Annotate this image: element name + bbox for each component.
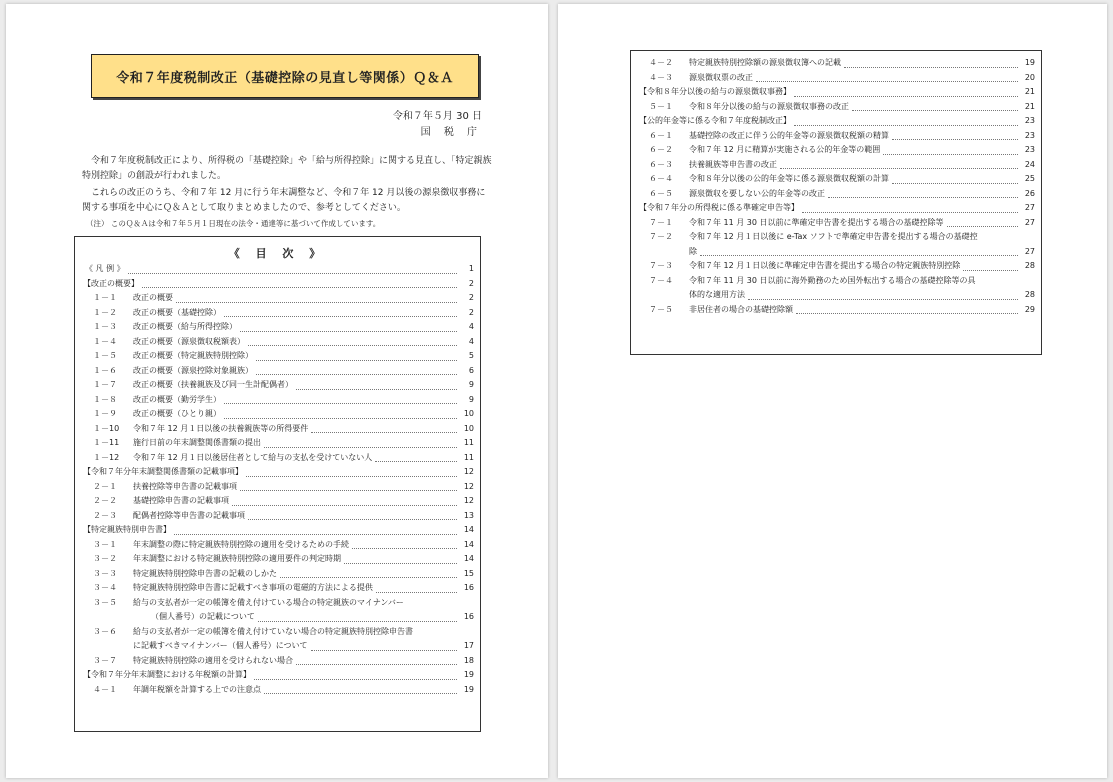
toc-page-number: 14: [463, 539, 474, 549]
toc-entry[interactable]: [83, 494, 474, 509]
toc-page-number: 23: [1024, 145, 1035, 154]
toc-entry[interactable]: [83, 610, 474, 625]
toc-entry-title: 扶養控除等申告書の記載事項: [133, 481, 237, 491]
toc-entry-number: ５－１: [649, 101, 673, 111]
toc-page-number: 5: [468, 351, 474, 360]
toc-entry[interactable]: [639, 100, 1035, 115]
toc-page-number: 9: [468, 394, 474, 404]
toc-entry[interactable]: [83, 509, 474, 524]
toc-entry-title: 給与の支払者が一定の帳簿を備え付けている場合の特定親族のマイナンバー: [133, 597, 404, 607]
toc-leader-dots: [246, 476, 457, 477]
toc-page-number: 2: [468, 307, 474, 317]
toc-entry-title: 改正の概要（扶養親族及び同一生計配偶者）: [133, 380, 293, 389]
toc-leader-dots: [224, 403, 457, 404]
toc-entry-number: ２－２: [93, 496, 117, 505]
toc-entry-title: 【改正の概要】: [83, 278, 139, 288]
toc-entry[interactable]: [639, 288, 1035, 303]
toc-entry-number: ７－１: [649, 217, 673, 227]
toc-entry[interactable]: [83, 320, 474, 335]
toc-entry-number: ３－１: [93, 539, 117, 549]
toc-leader-dots: [176, 302, 457, 303]
toc-entry[interactable]: [639, 56, 1035, 71]
toc-leader-dots: [248, 345, 457, 346]
toc-entry-number: ３－２: [93, 554, 117, 563]
toc-page-number: 27: [1024, 203, 1035, 212]
toc-entry-title: 配偶者控除等申告書の記載事項: [133, 510, 245, 520]
toc-entry-title: 【特定親族特別申告書】: [83, 525, 171, 534]
toc-entry[interactable]: [83, 393, 474, 408]
table-of-contents-box-continued: [630, 50, 1042, 355]
toc-entry-title: 改正の概要（源泉控除対象親族）: [133, 365, 253, 375]
toc-entry[interactable]: [83, 364, 474, 379]
toc-entry-title: 施行日前の年末調整関係書類の提出: [133, 438, 261, 447]
toc-leader-dots: [296, 664, 457, 665]
toc-entry-title: 【令和８年分以後の給与の源泉徴収事務】: [639, 87, 791, 96]
toc-entry[interactable]: [639, 303, 1035, 318]
toc-page-number: 15: [463, 568, 474, 578]
toc-page-number: 25: [1024, 174, 1035, 183]
toc-leader-dots: [311, 650, 457, 651]
toc-leader-dots: [344, 563, 457, 564]
toc-entry-title: 基礎控除の改正に伴う公的年金等の源泉徴収税額の精算: [689, 130, 889, 140]
toc-page-number: 14: [463, 554, 474, 563]
toc-page-number: 24: [1024, 159, 1035, 169]
toc-entry-title: 令和７年 11 月 30 日以前に準確定申告書を提出する場合の基礎控除等: [689, 217, 944, 227]
toc-leader-dots: [254, 679, 457, 680]
toc-leader-dots: [892, 139, 1018, 140]
toc-entry-title: 改正の概要（基礎控除）: [133, 307, 221, 317]
toc-entry[interactable]: [639, 71, 1035, 86]
toc-entry[interactable]: [639, 172, 1035, 187]
toc-entry-title: 特定親族特別控除の適用を受けられない場合: [133, 655, 293, 665]
toc-list: [639, 56, 1035, 317]
toc-page-number: 28: [1024, 290, 1035, 299]
toc-page-number: 18: [463, 655, 474, 665]
toc-leader-dots: [264, 447, 457, 448]
toc-entry[interactable]: [83, 451, 474, 466]
toc-entry-number: ６－３: [649, 159, 673, 169]
toc-entry[interactable]: [639, 216, 1035, 231]
toc-entry-title: 改正の概要（ひとり親）: [133, 409, 221, 418]
toc-leader-dots: [802, 212, 1018, 213]
toc-page-number: 20: [1024, 72, 1035, 82]
toc-entry[interactable]: [83, 567, 474, 582]
toc-leader-dots: [248, 519, 457, 520]
table-of-contents-box: [74, 236, 481, 732]
toc-entry[interactable]: [83, 262, 474, 277]
toc-entry-title: 除: [689, 246, 697, 256]
toc-page-number: 19: [463, 670, 474, 679]
toc-section-heading[interactable]: [639, 114, 1035, 129]
toc-page-number: 11: [463, 438, 474, 447]
toc-entry-number: ４－３: [649, 72, 673, 82]
toc-entry[interactable]: [83, 422, 474, 437]
toc-entry-number: ３－５: [93, 597, 117, 607]
toc-section-heading[interactable]: [639, 85, 1035, 100]
toc-section-heading[interactable]: [83, 277, 474, 292]
toc-heading: 《 目 次 》: [228, 247, 327, 260]
toc-entry-title: 改正の概要（勤労学生）: [133, 394, 221, 404]
toc-entry-title: 《 凡 例 》: [85, 264, 125, 273]
issue-date: 令和７年５月 30 日: [392, 111, 482, 122]
toc-page-number: 17: [463, 641, 474, 650]
toc-entry[interactable]: [83, 596, 474, 611]
toc-entry[interactable]: [83, 625, 474, 640]
toc-entry-title: 体的な適用方法: [689, 290, 745, 299]
toc-entry[interactable]: [83, 480, 474, 495]
toc-entry-title: 令和８年分以後の公的年金等に係る源泉徴収税額の計算: [689, 174, 889, 183]
toc-entry-title: 改正の概要（給与所得控除）: [133, 322, 237, 331]
toc-entry-number: １－２: [93, 307, 117, 317]
toc-entry[interactable]: [639, 187, 1035, 202]
toc-page-number: 23: [1024, 116, 1035, 125]
toc-page-number: 29: [1024, 304, 1035, 314]
toc-entry-number: ６－４: [649, 174, 673, 183]
toc-entry-title: 特定親族特別控除申告書の記載のしかた: [133, 568, 277, 578]
toc-page-number: 19: [463, 684, 474, 694]
intro-paragraph-2: これらの改正のうち、令和７年 12 月に行う年末調整など、令和７年 12 月以後の源泉徴収事務に関する事項を中心にＱ＆Ａとして取りまとめましたので、参考としてください。: [82, 188, 486, 213]
toc-leader-dots: [700, 255, 1018, 256]
toc-page-number: 28: [1024, 261, 1035, 270]
toc-entry[interactable]: [639, 158, 1035, 173]
toc-entry-number: ２－３: [93, 510, 117, 520]
toc-leader-dots: [142, 287, 457, 288]
toc-entry[interactable]: [83, 538, 474, 553]
toc-page-number: 26: [1024, 188, 1035, 198]
toc-entry-title: 令和７年 12 月１日以後居住者として給与の支払を受けていない人: [133, 452, 373, 462]
toc-page-number: 6: [468, 365, 474, 375]
toc-page-number: 27: [1024, 246, 1035, 256]
toc-entry-number: １－５: [93, 351, 117, 360]
toc-section-heading[interactable]: [83, 523, 474, 538]
toc-entry-number: ６－２: [649, 145, 673, 154]
toc-entry-number: ７－２: [649, 232, 673, 241]
toc-leader-dots: [756, 81, 1018, 82]
toc-entry-number: ６－１: [649, 130, 673, 140]
toc-entry-title: 令和７年 12 月１日以後に準確定申告書を提出する場合の特定親族特別控除: [689, 261, 961, 270]
toc-entry-number: ６－５: [649, 188, 673, 198]
toc-page-number: 14: [463, 525, 474, 534]
issuing-office: 国 税 庁: [420, 127, 482, 138]
toc-entry[interactable]: [83, 654, 474, 669]
toc-leader-dots: [296, 389, 457, 390]
toc-entry-number: １－６: [93, 365, 117, 375]
toc-entry[interactable]: [639, 230, 1035, 245]
toc-leader-dots: [174, 534, 457, 535]
toc-entry-number: １－10: [93, 423, 120, 433]
toc-page-number: 9: [468, 380, 474, 389]
toc-leader-dots: [311, 432, 457, 433]
toc-entry-number: １－３: [93, 322, 117, 331]
toc-page-number: 12: [463, 481, 474, 491]
toc-entry-title: 特定親族特別控除額の源泉徴収簿への記載: [689, 58, 841, 67]
toc-entry[interactable]: [83, 291, 474, 306]
toc-entry-number: １－４: [93, 336, 117, 346]
toc-entry-number: １－７: [93, 380, 117, 389]
note-text: （注） このＱ＆Ａは令和７年５月１日現在の法令・通達等に基づいて作成しています。: [86, 219, 381, 228]
toc-entry-number: １－８: [93, 394, 117, 404]
toc-leader-dots: [240, 490, 457, 491]
toc-page-number: 2: [468, 293, 474, 302]
toc-entry-number: ３－４: [93, 583, 117, 592]
toc-leader-dots: [264, 693, 457, 694]
toc-page-number: 16: [463, 583, 474, 592]
toc-leader-dots: [883, 154, 1018, 155]
toc-entry-title: 【令和７年分年末調整における年税額の計算】: [83, 670, 251, 679]
toc-page-number: 1: [468, 264, 474, 273]
toc-entry-title: 【令和７年分の所得税に係る準確定申告等】: [639, 203, 799, 212]
toc-entry-title: 年末調整の際に特定親族特別控除の適用を受けるための手続: [133, 539, 349, 549]
intro-paragraph-1: 令和７年度税制改正により、所得税の「基礎控除」や「給与所得控除」に関する見直し、「特定親族特別控除」の創設が行われました。: [82, 156, 492, 181]
toc-entry[interactable]: [83, 683, 474, 698]
toc-entry-title: 令和８年分以後の給与の源泉徴収事務の改正: [689, 101, 849, 111]
toc-entry-title: 令和７年 12 月１日以後の扶養親族等の所得要件: [133, 423, 309, 433]
toc-leader-dots: [224, 418, 457, 419]
toc-entry-title: 源泉徴収を要しない公的年金等の改正: [689, 188, 825, 198]
toc-leader-dots: [852, 110, 1018, 111]
toc-entry-number: ７－４: [649, 275, 673, 285]
toc-entry-number: １－９: [93, 409, 117, 418]
toc-entry-number: ３－３: [93, 568, 117, 578]
toc-leader-dots: [376, 592, 457, 593]
toc-entry-title: 【令和７年分年末調整関係書類の記載事項】: [83, 467, 243, 476]
document-page-right: [558, 4, 1107, 778]
toc-entry[interactable]: [639, 245, 1035, 260]
toc-entry-title: 改正の概要（特定親族特別控除）: [133, 351, 253, 360]
toc-page-number: 27: [1024, 217, 1035, 227]
toc-leader-dots: [892, 183, 1018, 184]
toc-entry-title: 特定親族特別控除申告書に記載すべき事項の電磁的方法による提供: [133, 583, 373, 592]
toc-entry-title: 非居住者の場合の基礎控除額: [689, 304, 793, 314]
document-page-left: [6, 4, 548, 778]
toc-leader-dots: [232, 505, 457, 506]
toc-page-number: 21: [1024, 87, 1035, 96]
toc-page-number: 11: [463, 452, 474, 462]
toc-entry-title: 年末調整における特定親族特別控除の適用要件の判定時期: [133, 554, 341, 563]
toc-page-number: 19: [1024, 58, 1035, 67]
toc-leader-dots: [280, 577, 457, 578]
toc-entry-number: ３－７: [93, 655, 117, 665]
toc-leader-dots: [844, 67, 1018, 68]
toc-section-heading[interactable]: [83, 465, 474, 480]
toc-page-number: 13: [463, 510, 474, 520]
toc-page-number: 2: [468, 278, 474, 288]
toc-leader-dots: [748, 299, 1018, 300]
toc-leader-dots: [256, 374, 457, 375]
toc-page-number: 4: [468, 322, 474, 331]
toc-leader-dots: [794, 96, 1018, 97]
toc-entry[interactable]: [83, 335, 474, 350]
toc-entry[interactable]: [83, 436, 474, 451]
toc-entry[interactable]: [83, 581, 474, 596]
toc-page-number: 16: [463, 612, 474, 621]
toc-entry[interactable]: [639, 143, 1035, 158]
toc-leader-dots: [258, 621, 457, 622]
toc-entry-title: 給与の支払者が一定の帳簿を備え付けていない場合の特定親族特別控除申告書: [133, 626, 413, 636]
toc-leader-dots: [256, 360, 457, 361]
toc-entry-number: １－12: [93, 452, 120, 462]
toc-entry[interactable]: [83, 378, 474, 393]
toc-entry-title: 令和７年 12 月に精算が実施される公的年金等の範囲: [689, 145, 881, 154]
toc-entry-title: 扶養親族等申告書の改正: [689, 159, 777, 169]
toc-page-number: 23: [1024, 130, 1035, 140]
toc-entry-number: １－１: [93, 293, 117, 302]
toc-entry-title: に記載すべきマイナンバー（個人番号）について: [133, 641, 308, 650]
toc-entry[interactable]: [83, 306, 474, 321]
toc-entry-number: ７－３: [649, 261, 673, 270]
toc-entry[interactable]: [83, 552, 474, 567]
toc-section-heading[interactable]: [639, 201, 1035, 216]
toc-leader-dots: [796, 313, 1018, 314]
document-title: 令和７年度税制改正（基礎控除の見直し等関係）Ｑ＆Ａ: [91, 54, 479, 98]
toc-leader-dots: [780, 168, 1018, 169]
toc-entry[interactable]: [639, 274, 1035, 289]
toc-entry-title: 改正の概要（源泉徴収税額表）: [133, 336, 245, 346]
toc-page-number: 10: [463, 423, 474, 433]
toc-entry-title: 【公的年金等に係る令和７年度税制改正】: [639, 116, 791, 125]
toc-leader-dots: [828, 197, 1018, 198]
toc-leader-dots: [240, 331, 457, 332]
toc-entry-number: ４－１: [93, 684, 117, 694]
toc-page-number: 12: [463, 467, 474, 476]
toc-entry-title: 基礎控除申告書の記載事項: [133, 496, 229, 505]
toc-entry-title: 年調年税額を計算する上での注意点: [133, 684, 261, 694]
toc-entry[interactable]: [83, 349, 474, 364]
toc-leader-dots: [128, 273, 457, 274]
toc-entry[interactable]: [639, 129, 1035, 144]
toc-entry[interactable]: [83, 639, 474, 654]
toc-entry-number: ４－２: [649, 58, 673, 67]
toc-section-heading[interactable]: [83, 668, 474, 683]
toc-entry-title: 令和７年 12 月１日以後に e-Tax ソフトで準確定申告書を提出する場合の基礎控: [689, 232, 978, 241]
toc-leader-dots: [963, 270, 1018, 271]
toc-page-number: 21: [1024, 101, 1035, 111]
toc-page-number: 10: [463, 409, 474, 418]
toc-list: [83, 262, 474, 697]
toc-leader-dots: [947, 226, 1018, 227]
toc-entry-title: （個人番号）の記載について: [151, 612, 255, 621]
toc-leader-dots: [375, 461, 457, 462]
toc-entry[interactable]: [639, 259, 1035, 274]
toc-leader-dots: [794, 125, 1018, 126]
toc-entry-number: ３－６: [93, 626, 117, 636]
toc-leader-dots: [224, 316, 457, 317]
toc-entry-number: ２－１: [93, 481, 117, 491]
toc-page-number: 12: [463, 496, 474, 505]
toc-entry-title: 改正の概要: [133, 293, 173, 302]
toc-entry-title: 令和７年 11 月 30 日以前に海外勤務のため国外転出する場合の基礎控除等の具: [689, 275, 976, 285]
toc-page-number: 4: [468, 336, 474, 346]
toc-entry[interactable]: [83, 407, 474, 422]
toc-entry-number: ７－５: [649, 304, 673, 314]
toc-leader-dots: [352, 548, 457, 549]
toc-entry-title: 源泉徴収票の改正: [689, 72, 753, 82]
toc-entry-number: １－11: [93, 438, 120, 447]
